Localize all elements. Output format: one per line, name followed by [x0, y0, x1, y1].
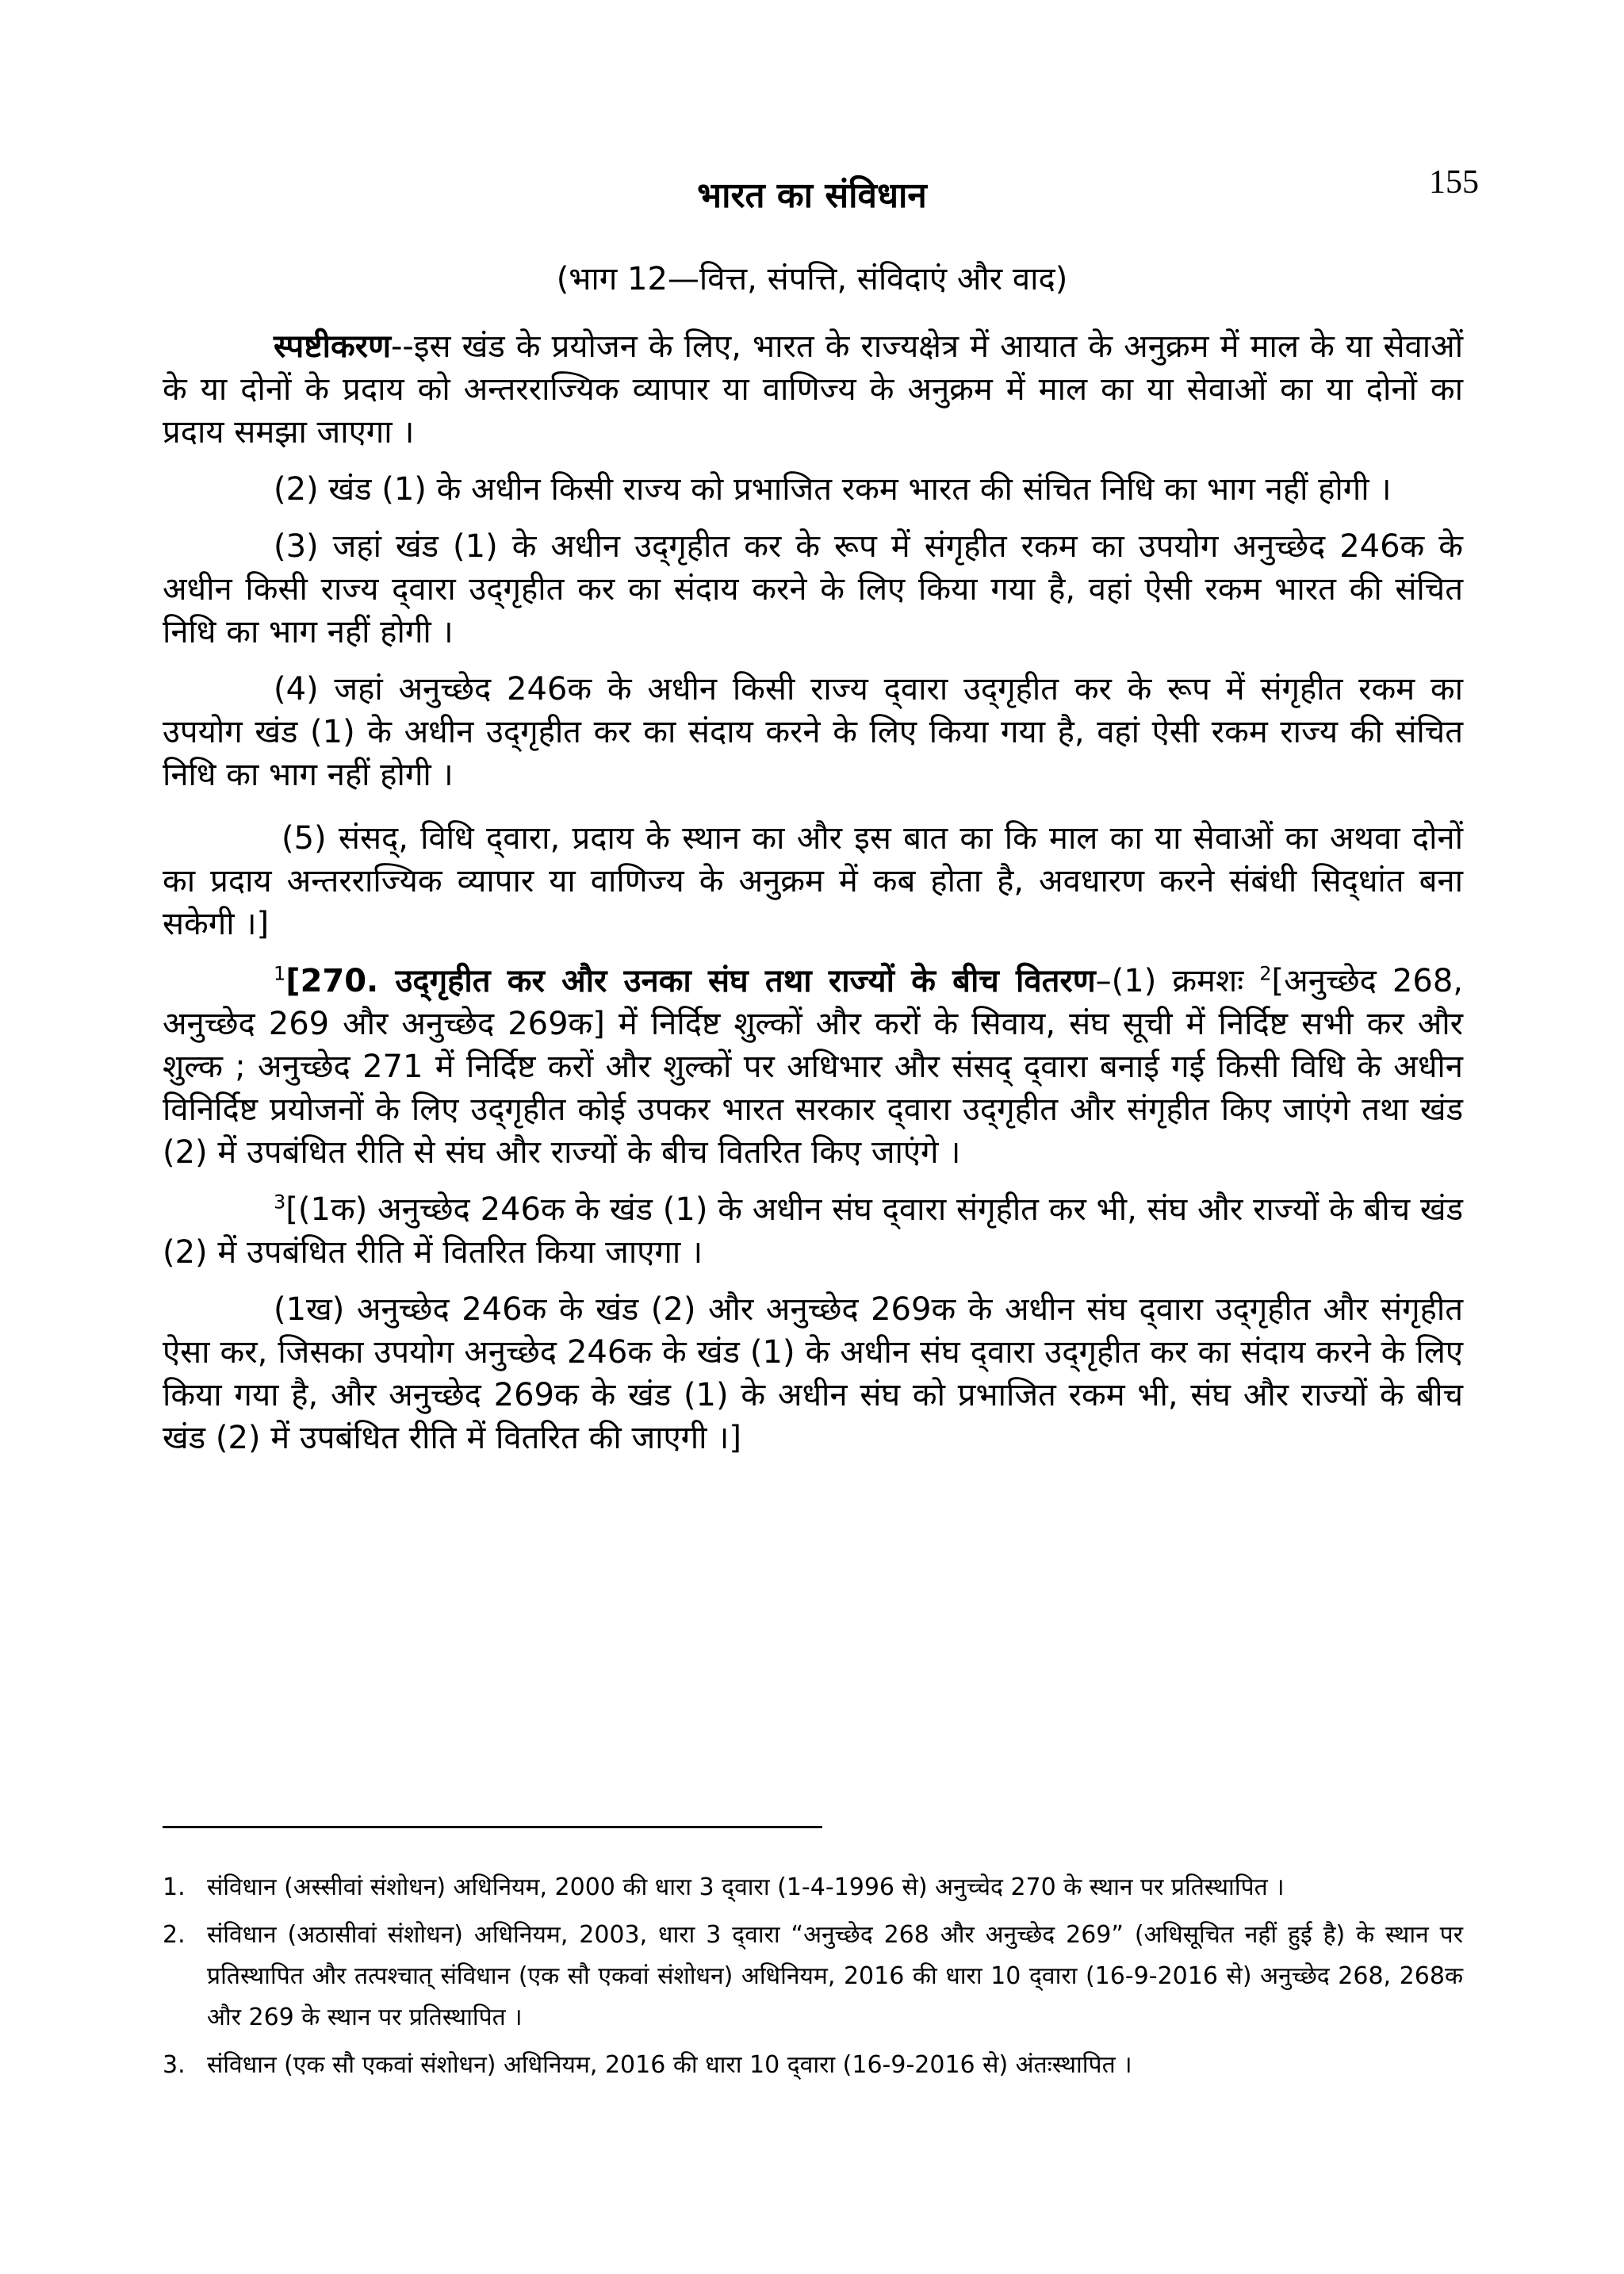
explanation-text: --इस खंड के प्रयोजन के लिए, भारत के राज्यक्षेत्र में आयात के अनुक्रम में माल के या सेवाओं के या दोनों के प्रदाय को अन्तरराज्यिक व्यापार या वाणिज्य के अनुक्रम में माल का या सेवाओं का या दोनों का प्रदाय समझा जाएगा ।: [163, 328, 1463, 451]
footnote-item: [163, 1867, 1463, 1908]
footnote-number: 1.: [163, 1873, 186, 1901]
document-body: [163, 325, 1463, 1474]
footnote-ref-3: 3: [274, 1191, 286, 1214]
explanation-term: स्पष्टीकरण: [274, 328, 391, 365]
clause-4: (4) जहां अनुच्छेद 246क के अधीन किसी राज्य द्‌वारा उद्‌गृहीत कर के रूप में संगृहीत रकम का उपयोग खंड (1) के अधीन उद्‌गृहीत कर का संदाय करने के लिए किया गया है, वहां ऐसी रकम राज्य की संचित निधि का भाग नहीं होगी ।: [163, 671, 1463, 793]
article-270: [163, 960, 1463, 1174]
footnote-text: संविधान (अस्सीवां संशोधन) अधिनियम, 2000 की धारा 3 द्‌वारा (1-4-1996 से) अनुच्चेद 270 के स्थान पर प्रतिस्थापित ।: [207, 1873, 1285, 1901]
footnotes: [163, 1867, 1463, 2092]
part-subtitle: (भाग 12—वित्त, संपत्ति, संविदाएं और वाद): [556, 261, 1068, 297]
footnote-number: 3.: [163, 2051, 186, 2079]
clause-3: (3) जहां खंड (1) के अधीन उद्‌गृहीत कर के रूप में संगृहीत रकम का उपयोग अनुच्छेद 246क के अधीन किसी राज्य द्‌वारा उद्‌गृहीत कर का संदाय करने के लिए किया गया है, वहां ऐसी रकम भारत की संचित निधि का भाग नहीं होगी ।: [163, 528, 1463, 650]
page-number: 155: [1429, 164, 1479, 201]
clause-2: (2) खंड (1) के अधीन किसी राज्य को प्रभाजित रकम भारत की संचित निधि का भाग नहीं होगी ।: [274, 471, 1392, 508]
footnote-text: संविधान (अठासीवां संशोधन) अधिनियम, 2003, धारा 3 द्‌वारा “अनुच्छेद 268 और अनुच्छेद 269” (अधिसूचित नहीं हुई है) के स्थान पर प्रतिस्थापित और तत्पश्चात्‌ संविधान (एक सौ एकवां संशोधन) अधिनियम, 2016 की धारा 10 द्‌वारा (16-9-2016 से) अनुच्छेद 268, 268क और 269 के स्थान पर प्रतिस्थापित ।: [207, 1921, 1463, 2031]
article-270-text: [अनुच्छेद 268, अनुच्छेद 269 और अनुच्छेद 269क] में निर्दिष्ट शुल्कों और करों के सिवाय, संघ सूची में निर्दिष्ट सभी कर और शुल्क ; अनुच्छेद 271 में निर्दिष्ट करों और शुल्कों पर अधिभार और संसद्‌ द्‌वारा बनाई गई किसी विधि के अधीन विनिर्दिष्ट प्रयोजनों के लिए उद्‌गृहीत कोई उपकर भारत सरकार द्‌वारा उद्‌गृहीत और संगृहीत किए जाएंगे तथा खंड (2) में उपबंधित रीति से संघ और राज्यों के बीच वितरित किए जाएंगे ।: [163, 963, 1463, 1171]
clause-5: (5) संसद्, विधि द्‌वारा, प्रदाय के स्थान का और इस बात का कि माल का या सेवाओं का अथवा दोनों का प्रदाय अन्तरराज्यिक व्यापार या वाणिज्य के अनुक्रम में कब होता है, अवधारण करने संबंधी सिद्‌धांत बना सकेगी ।]: [163, 820, 1463, 942]
page-title: भारत का संविधान: [697, 175, 927, 216]
article-270-heading: [270. उद्‌गृहीत कर और उनका संघ तथा राज्यों के बीच वितरण: [285, 963, 1096, 999]
clause-1a-text: [(1क) अनुच्छेद 246क के खंड (1) के अधीन संघ द्‌वारा संगृहीत कर भी, संघ और राज्यों के बीच खंड (2) में उपबंधित रीति में वितरित किया जाएगा ।: [163, 1191, 1463, 1271]
article-270-intro: –(1) क्रमशः: [1095, 963, 1260, 999]
footnote-number: 2.: [163, 1921, 186, 1949]
clause-1a: [163, 1188, 1463, 1274]
footnote-ref-1: 1: [274, 962, 286, 985]
footnote-ref-2: 2: [1259, 962, 1272, 985]
clause-1b: (1ख) अनुच्छेद 246क के खंड (2) और अनुच्छेद 269क के अधीन संघ द्‌वारा उद्‌गृहीत और संगृहीत ऐसा कर, जिसका उपयोग अनुच्छेद 246क के खंड (1) के अधीन संघ द्‌वारा उद्‌गृहीत कर का संदाय करने के लिए किया गया है, और अनुच्छेद 269क के खंड (1) के अधीन संघ को प्रभाजित रकम भी, संघ और राज्यों के बीच खंड (2) में उपबंधित रीति में वितरित की जाएगी ।]: [163, 1291, 1463, 1456]
footnote-divider: [163, 1826, 822, 1828]
footnote-item: [163, 1915, 1463, 2038]
explanation-paragraph: [163, 325, 1463, 454]
footnote-text: संविधान (एक सौ एकवां संशोधन) अधिनियम, 2016 की धारा 10 द्‌वारा (16-9-2016 से) अंतःस्थापित ।: [207, 2051, 1132, 2079]
footnote-item: [163, 2045, 1463, 2086]
